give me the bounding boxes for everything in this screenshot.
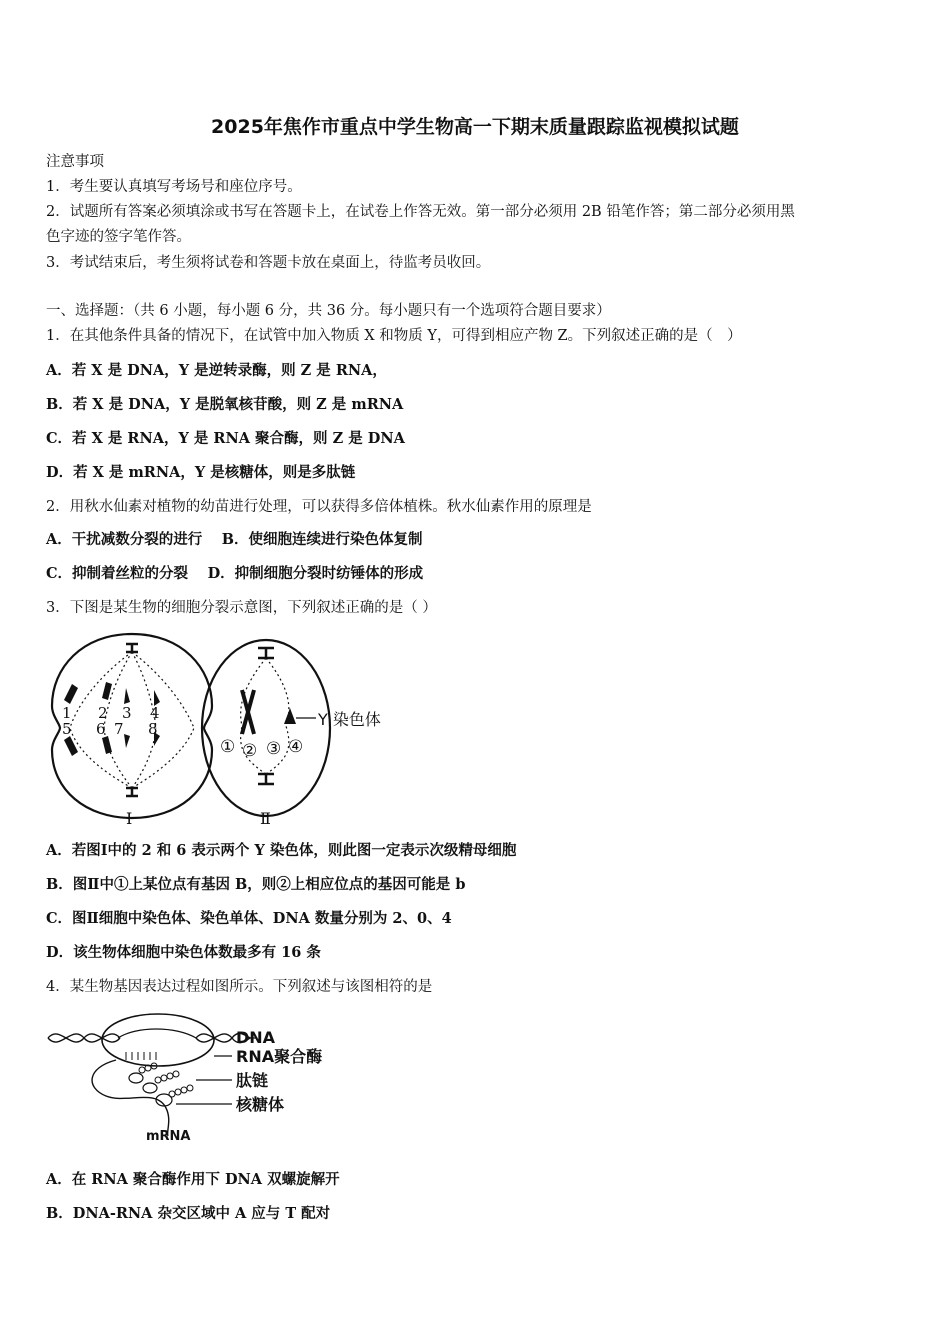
cell2-roman-label: Ⅱ: [260, 809, 271, 826]
cell1-number-8: 8: [148, 720, 158, 738]
notice-item-3: 3．考试结束后，考生须将试卷和答题卡放在桌面上，待监考员收回。: [46, 255, 491, 271]
label-dna: DNA: [236, 1028, 276, 1047]
cell1-number-2: 2: [98, 704, 108, 722]
q3-option-a: A．若图Ⅰ中的 2 和 6 表示两个 Y 染色体，则此图一定表示次级精母细胞: [46, 842, 517, 859]
cell-division-figure: [46, 628, 408, 826]
cell2-number-4: ④: [288, 737, 304, 757]
cell1-bottom-centrosome: [126, 788, 138, 796]
q1-option-d: D．若 X 是 mRNA，Y 是核糖体，则是多肽链: [46, 464, 356, 481]
notice-item-2: 2．试题所有答案必须填涂或书写在答题卡上，在试卷上作答无效。第一部分必须用 2B 铅笔作答；第二部分必须用黑: [46, 204, 795, 220]
ribosomes: [129, 1073, 172, 1106]
cell-division-diagram: [46, 628, 408, 826]
q1-option-b: B．若 X 是 DNA，Y 是脱氧核苷酸，则 Z 是 mRNA: [46, 396, 404, 413]
q4-option-a: A．在 RNA 聚合酶作用下 DNA 双螺旋解开: [46, 1171, 340, 1188]
label-mrna: mRNA: [146, 1129, 191, 1144]
cell1-number-7: 7: [114, 720, 124, 738]
q3-option-b: B．图Ⅱ中①上某位点有基因 B，则②上相应位点的基因可能是 b: [46, 876, 466, 893]
base-pairs: [126, 1052, 156, 1060]
cell2-number-1: ①: [220, 737, 236, 757]
notice-item-1: 1．考生要认真填写考场号和座位序号。: [46, 179, 302, 195]
cell2-number-3: ③: [266, 739, 282, 759]
q3-option-c: C．图Ⅱ细胞中染色体、染色单体、DNA 数量分别为 2、0、4: [46, 910, 452, 927]
cell1-number-3: 3: [122, 704, 132, 722]
cell1-roman-label: Ⅰ: [126, 809, 133, 826]
y-chromosome-label: Y 染色体: [318, 710, 381, 729]
q3-stem: 3．下图是某生物的细胞分裂示意图，下列叙述正确的是（ ）: [46, 600, 437, 616]
cell1-spindle: [70, 652, 194, 788]
cell1-top-centrosome: [126, 644, 138, 652]
section-heading: 一、选择题：（共 6 小题，每小题 6 分，共 36 分。每小题只有一个选项符合题目要求）: [46, 303, 611, 319]
q1-option-c: C．若 X 是 RNA，Y 是 RNA 聚合酶，则 Z 是 DNA: [46, 430, 405, 447]
cell1-number-4: 4: [150, 704, 160, 722]
cell2-membrane: [202, 640, 330, 816]
cell1-number-5: 5: [62, 720, 72, 738]
q4-stem: 4．某生物基因表达过程如图所示。下列叙述与该图相符的是: [46, 979, 433, 995]
label-rna-polymerase: RNA聚合酶: [236, 1047, 323, 1066]
q2-option-ab: A．干扰减数分裂的进行 B．使细胞连续进行染色体复制: [46, 531, 423, 548]
cell2-bottom-centrosome: [258, 774, 274, 784]
peptide-chains: [139, 1063, 193, 1097]
gene-expression-diagram: [46, 1008, 346, 1144]
notice-heading: 注意事项: [46, 154, 104, 170]
label-peptide: 肽链: [236, 1071, 269, 1090]
cell2-number-2: ②: [242, 741, 258, 761]
dna-template-strand: [118, 1029, 196, 1038]
cell1-number-6: 6: [96, 720, 106, 738]
cell1-number-1: 1: [62, 704, 72, 722]
q2-option-cd: C．抑制着丝粒的分裂 D．抑制细胞分裂时纺锤体的形成: [46, 565, 424, 582]
q3-option-d: D．该生物体细胞中染色体数最多有 16 条: [46, 944, 321, 961]
gene-expression-figure: [46, 1008, 346, 1144]
page-title: 2025年焦作市重点中学生物高一下期末质量跟踪监视模拟试题: [211, 116, 739, 138]
cell2-top-centrosome: [258, 648, 274, 658]
q2-stem: 2．用秋水仙素对植物的幼苗进行处理，可以获得多倍体植株。秋水仙素作用的原理是: [46, 499, 592, 515]
q4-option-b: B．DNA-RNA 杂交区域中 A 应与 T 配对: [46, 1205, 331, 1222]
mrna-strand: [92, 1060, 169, 1136]
q1-stem: 1．在其他条件具备的情况下，在试管中加入物质 X 和物质 Y，可得到相应产物 Z。下列叙述正确的是（ ）: [46, 328, 742, 344]
q1-option-a: A．若 X 是 DNA，Y 是逆转录酶，则 Z 是 RNA，: [46, 362, 387, 379]
label-ribosome: 核糖体: [236, 1095, 285, 1114]
notice-item-2-cont: 色字迹的签字笔作答。: [46, 229, 191, 245]
dna-helix: [48, 1033, 250, 1042]
cell2-y-chromosome: [284, 708, 296, 724]
cell2-x-chromosome: [242, 690, 254, 734]
